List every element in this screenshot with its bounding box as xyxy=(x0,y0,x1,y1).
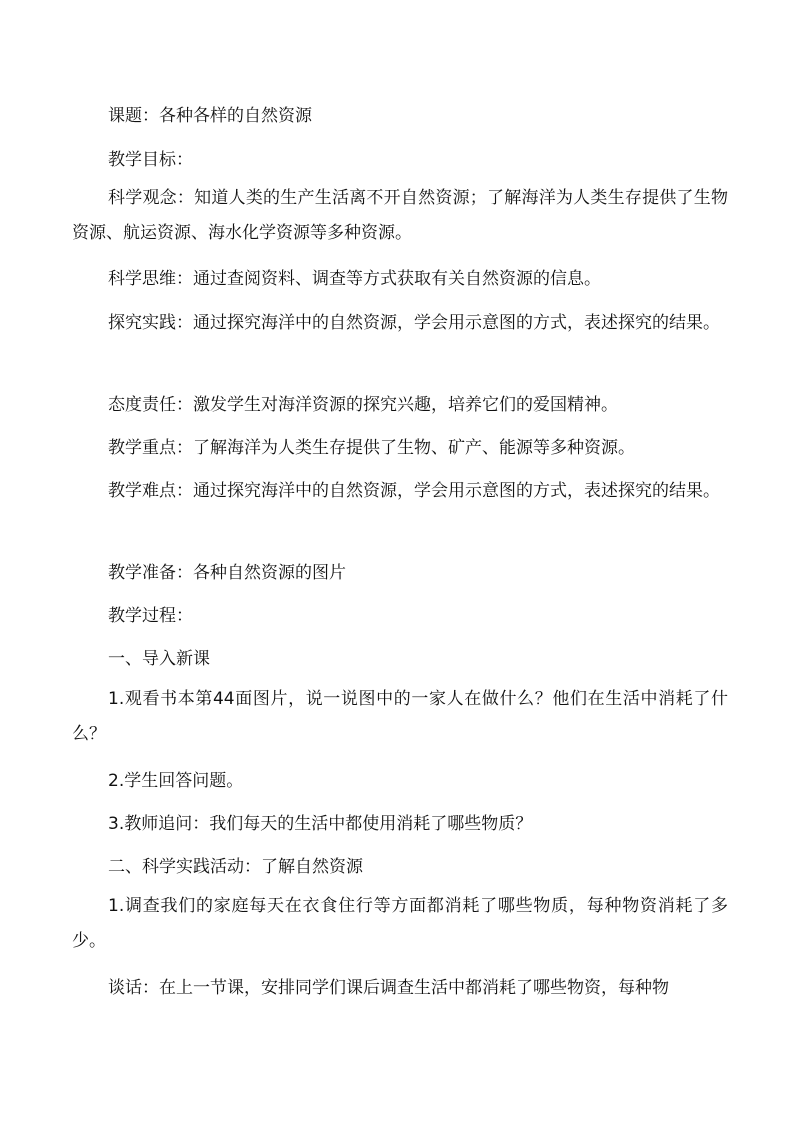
objective-attitude-responsibility: 态度责任：激发学生对海洋资源的探究兴趣，培养它们的爱国精神。 xyxy=(108,395,618,415)
section-intro-new-lesson: 一、导入新课 xyxy=(108,649,210,669)
step-students-answer: 2.学生回答问题。 xyxy=(108,771,244,791)
objective-inquiry-practice: 探究实践：通过探究海洋中的自然资源，学会用示意图的方式，表述探究的结果。 xyxy=(108,313,720,333)
teacher-talk: 谈话：在上一节课，安排同学们课后调查生活中都消耗了哪些物资，每种物 xyxy=(108,978,669,998)
lesson-title: 课题：各种各样的自然资源 xyxy=(108,106,312,126)
step-observe-picture: 1.观看书本第44面图片，说一说图中的一家人在做什么？他们在生活中消耗了什么？ xyxy=(72,689,728,744)
teaching-preparation: 教学准备：各种自然资源的图片 xyxy=(108,563,346,583)
objective-science-concept: 科学观念：知道人类的生产生活离不开自然资源；了解海洋为人类生存提供了生物资源、航运资源、海水化学资源等多种资源。 xyxy=(72,188,728,243)
section-heading-process: 教学过程： xyxy=(108,606,193,626)
section-practice-activity: 二、科学实践活动：了解自然资源 xyxy=(108,857,363,877)
step-teacher-follow-up: 3.教师追问：我们每天的生活中都使用消耗了哪些物质？ xyxy=(108,814,533,834)
teaching-difficulty: 教学难点：通过探究海洋中的自然资源，学会用示意图的方式，表述探究的结果。 xyxy=(108,481,720,501)
section-heading-objectives: 教学目标： xyxy=(108,150,193,170)
step-investigate-household: 1.调查我们的家庭每天在衣食住行等方面都消耗了哪些物质，每种物资消耗了多少。 xyxy=(72,896,728,951)
objective-science-thinking: 科学思维：通过查阅资料、调查等方式获取有关自然资源的信息。 xyxy=(108,269,601,289)
teaching-key-point: 教学重点：了解海洋为人类生存提供了生物、矿产、能源等多种资源。 xyxy=(108,438,635,458)
